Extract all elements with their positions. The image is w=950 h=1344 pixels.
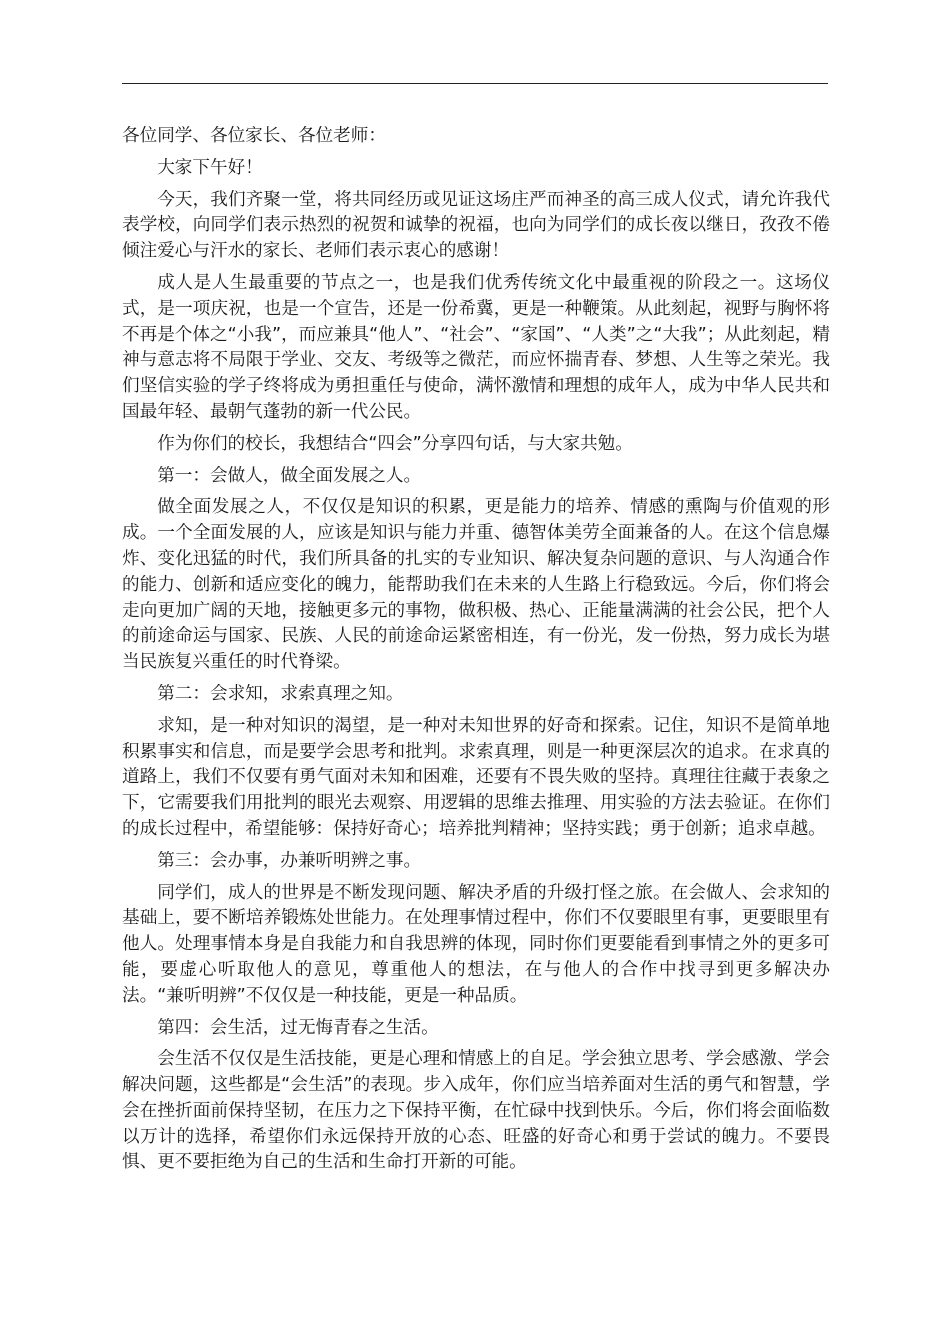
salutation: 各位同学、各位家长、各位老师：: [122, 126, 386, 146]
paragraph-intro: 今天，我们齐聚一堂，将共同经历或见证这场庄严而神圣的高三成人仪式，请允许我代表学校，向同学们表示热烈的祝贺和诚挚的祝福，也向为同学们的成长夜以继日，孜孜不倦倾注爱心与汗水的家长、老师们表示衷心的感谢！: [122, 189, 830, 262]
point1-title: 第一：会做人，做全面发展之人。: [157, 465, 422, 486]
point4-title: 第四：会生活，过无悔青春之生活。: [157, 1017, 439, 1038]
point2-body: 求知，是一种对知识的渴望，是一种对未知世界的好奇和探索。记住，知识不是简单地积累事实和信息，而是要学会思考和批判。求索真理，则是一种更深层次的追求。在求真的道路上，我们不仅要有勇气面对未知和困难，还要有不畏失败的坚持。真理往往藏于表象之下，它需要我们用批判的眼光去观察、用逻辑的思维去推理、用实验的方法去验证。在你们的成长过程中，希望能够：保持好奇心；培养批判精神；坚持实践；勇于创新；追求卓越。: [122, 715, 830, 839]
point3-body: 同学们，成人的世界是不断发现问题、解决矛盾的升级打怪之旅。在会做人、会求知的基础上，要不断培养锻炼处世能力。在处理事情过程中，你们不仅要眼里有事，更要眼里有他人。处理事情本身是自我能力和自我思辨的体现，同时你们更要能看到事情之外的更多可能，要虚心听取他人的意见，尊重他人的想法，在与他人的合作中找寻到更多解决办法。“兼听明辨”不仅仅是一种技能，更是一种品质。: [122, 882, 830, 1006]
paragraph-adulthood: 成人是人生最重要的节点之一，也是我们优秀传统文化中最重视的阶段之一。这场仪式，是一项庆祝，也是一个宣告，还是一份希冀，更是一种鞭策。从此刻起，视野与胸怀将不再是个体之“小我”，而应兼具“他人”、“社会”、“家国”、“人类”之“大我”；从此刻起，精神与意志将不局限于学业、交友、考级等之微茫，而应怀揣青春、梦想、人生等之荣光。我们坚信实验的学子终将成为勇担重任与使命，满怀激情和理想的成年人，成为中华人民共和国最年轻、最朝气蓬勃的新一代公民。: [122, 272, 830, 422]
paragraph-four-intro: 作为你们的校长，我想结合“四会”分享四句话，与大家共勉。: [157, 433, 633, 454]
greeting: 大家下午好！: [157, 157, 263, 178]
point4-body: 会生活不仅仅是生活技能，更是心理和情感上的自足。学会独立思考、学会感激、学会解决问题，这些都是“会生活”的表现。步入成年，你们应当培养面对生活的勇气和智慧，学会在挫折面前保持坚韧，在压力之下保持平衡，在忙碌中找到快乐。今后，你们将会面临数以万计的选择，希望你们永远保持开放的心态、旺盛的好奇心和勇于尝试的魄力。不要畏惧、更不要拒绝为自己的生活和生命打开新的可能。: [122, 1049, 830, 1173]
point1-body: 做全面发展之人，不仅仅是知识的积累，更是能力的培养、情感的熏陶与价值观的形成。一个全面发展的人，应该是知识与能力并重、德智体美劳全面兼备的人。在这个信息爆炸、变化迅猛的时代，我们所具备的扎实的专业知识、解决复杂问题的意识、与人沟通合作的能力、创新和适应变化的魄力，能帮助我们在未来的人生路上行稳致远。今后，你们将会走向更加广阔的天地，接触更多元的事物，做积极、热心、正能量满满的社会公民，把个人的前途命运与国家、民族、人民的前途命运紧密相连，有一份光，发一份热，努力成长为堪当民族复兴重任的时代脊梁。: [122, 497, 830, 673]
header-rule: [122, 83, 828, 84]
speech-body: [122, 124, 830, 1182]
point3-title: 第三：会办事，办兼听明辨之事。: [157, 850, 422, 871]
point2-title: 第二：会求知，求索真理之知。: [157, 683, 404, 704]
